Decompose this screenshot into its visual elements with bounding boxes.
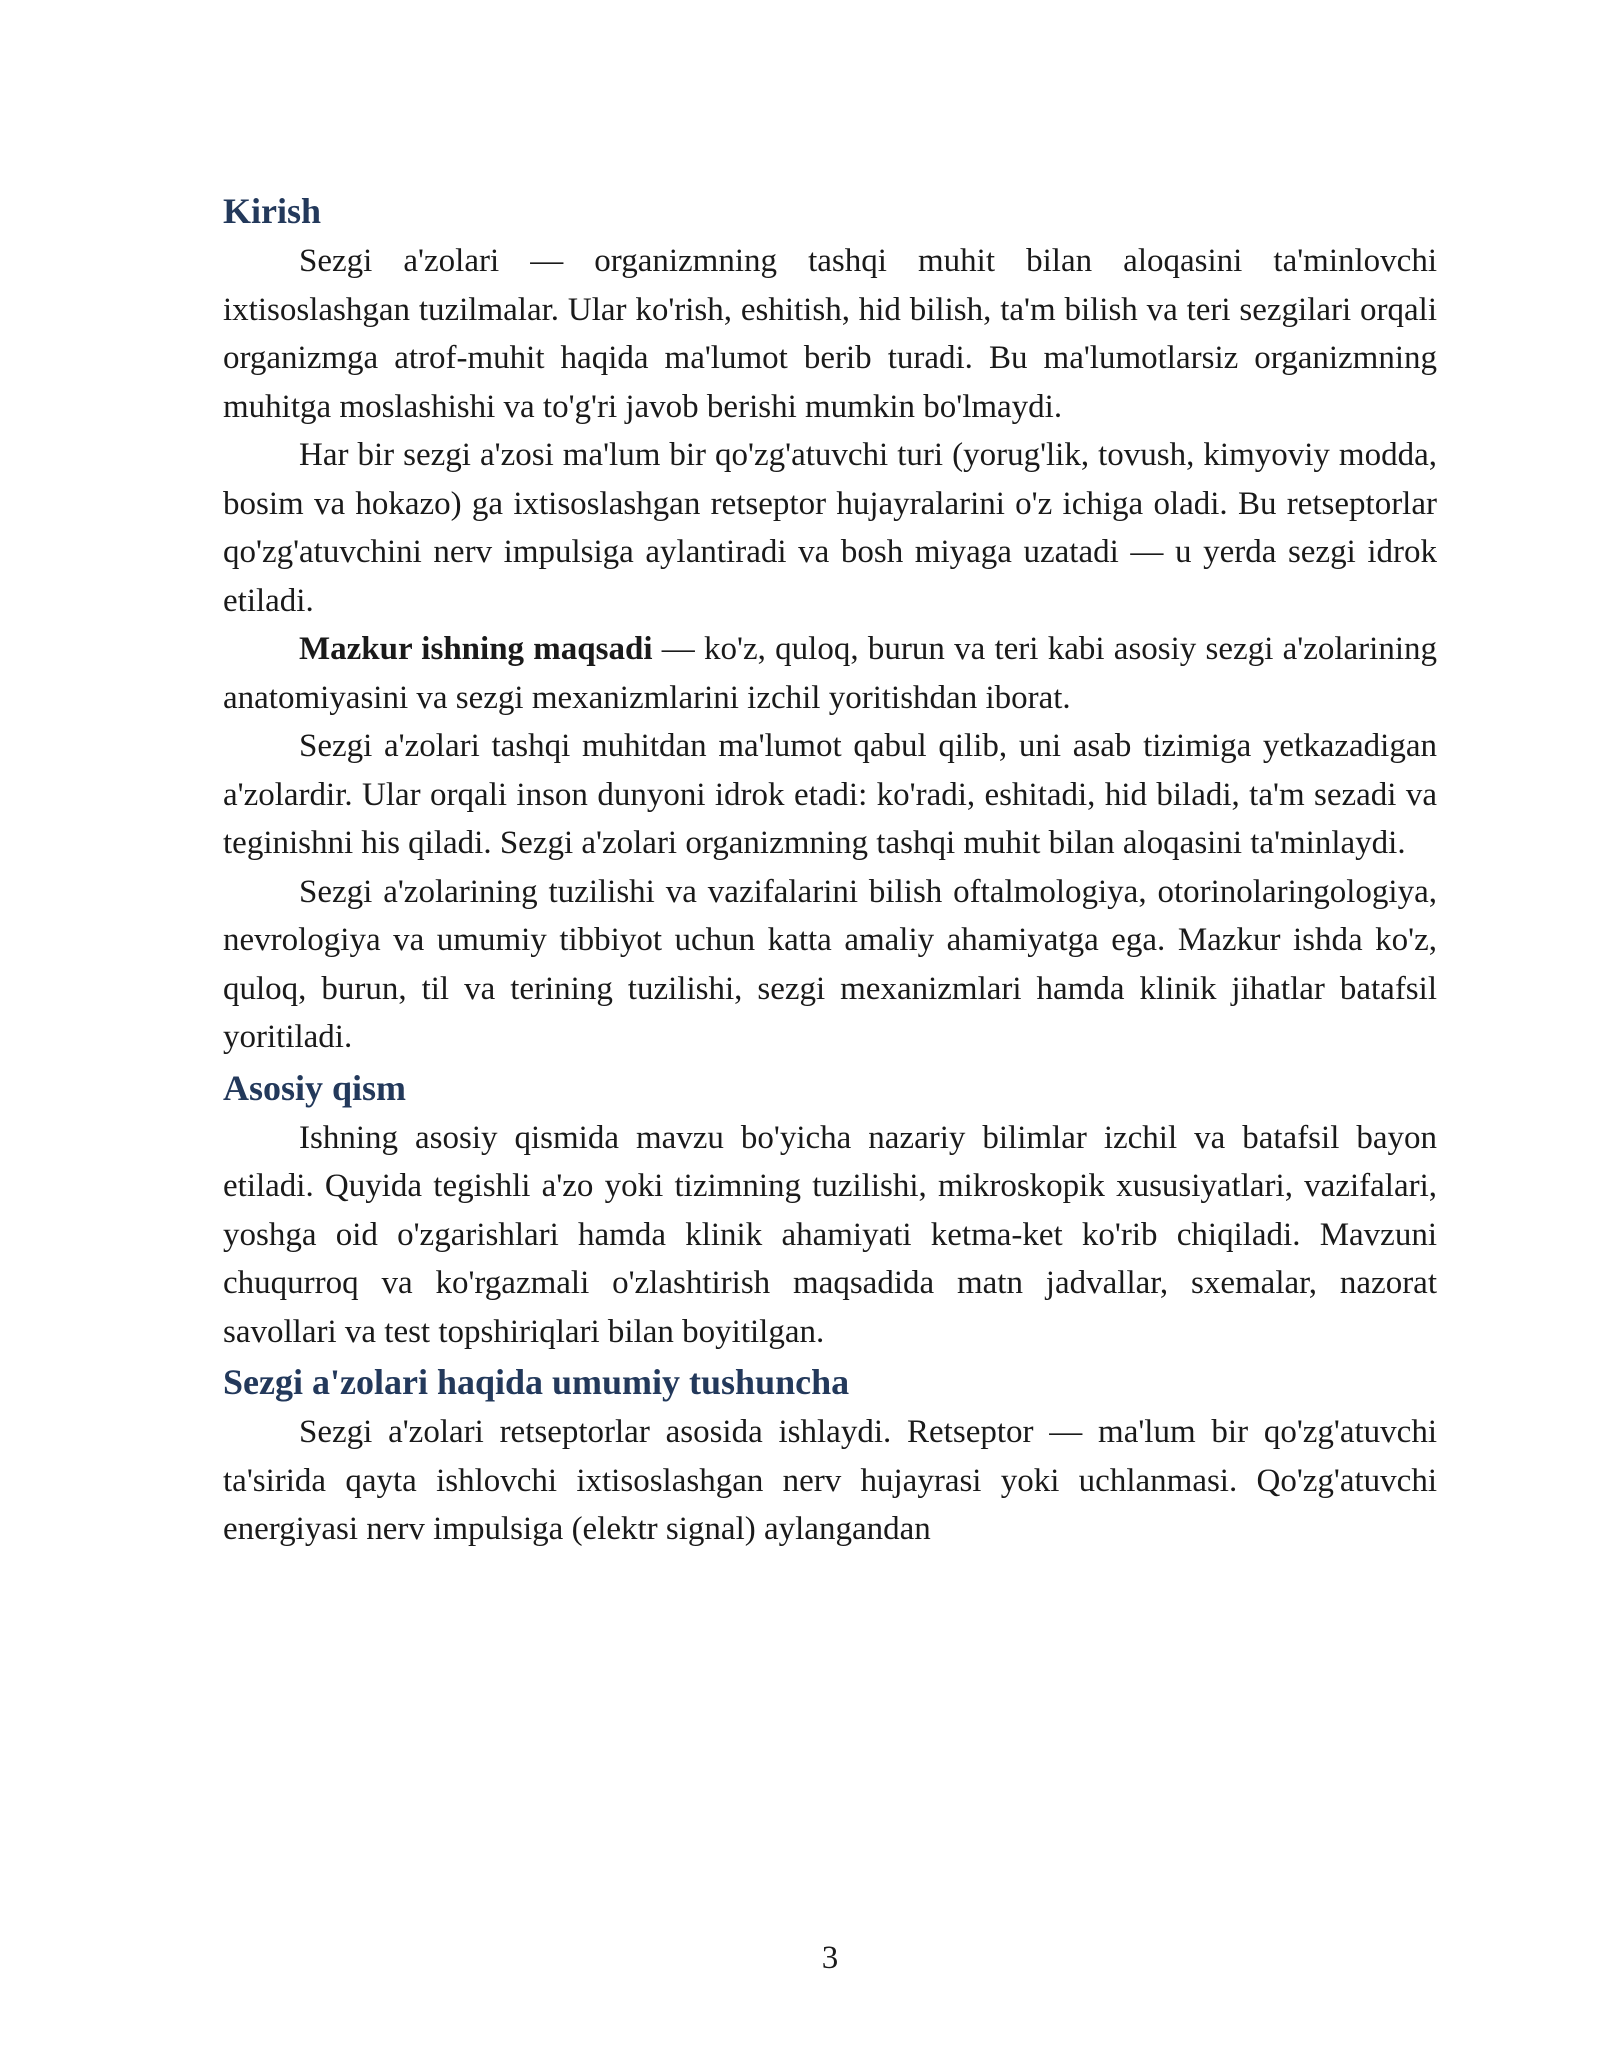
page-content xyxy=(223,185,1437,1554)
heading-kirish: Kirish xyxy=(223,191,322,231)
paragraph: Sezgi a'zolari tashqi muhitdan ma'lumot qabul qilib, uni asab tizimiga yetkazadigan a'zolardir. Ular orqali inson dunyoni idrok etadi: ko'radi, eshitadi, hid biladi, ta'm sezadi va teginishni his qiladi. Sezgi a'zolari organizmning tashqi muhit bilan aloqasini ta'minlaydi. xyxy=(223,728,1437,861)
paragraph: Ishning asosiy qismida mavzu bo'yicha nazariy bilimlar izchil va batafsil bayon etiladi. Quyida tegishli a'zo yoki tizimning tuzilishi, mikroskopik xususiyatlari, vazifalari, yoshga oid o'zgarishlari hamda klinik ahamiyati ketma-ket ko'rib chiqiladi. Mavzuni chuqurroq va ko'rgazmali o'zlashtirish maqsadida matn jadvallar, sxemalar, nazorat savollari va test topshiriqlari bilan boyitilgan. xyxy=(223,1119,1437,1350)
paragraph: Sezgi a'zolari — organizmning tashqi muhit bilan aloqasini ta'minlovchi ixtisoslashgan tuzilmalar. Ular ko'rish, eshitish, hid bilish, ta'm bilish va teri sezgilari orqali organizmga atrof-muhit haqida ma'lumot berib turadi. Bu ma'lumotlarsiz organizmning muhitga moslashishi va to'g'ri javob berishi mumkin bo'lmaydi. xyxy=(223,243,1437,425)
paragraph-goal xyxy=(223,625,1437,722)
heading-asosiy-qism: Asosiy qism xyxy=(223,1067,407,1108)
paragraph: Sezgi a'zolari retseptorlar asosida ishlaydi. Retseptor — ma'lum bir qo'zg'atuvchi ta'sirida qayta ishlovchi ixtisoslashgan nerv hujayrasi yoki uchlanmasi. Qo'zg'atuvchi energiyasi nerv impulsiga (elektr signal) aylangandan xyxy=(223,1414,1437,1547)
paragraph: Har bir sezgi a'zosi ma'lum bir qo'zg'atuvchi turi (yorug'lik, tovush, kimyoviy modda, bosim va hokazo) ga ixtisoslashgan retseptor hujayralarini o'z ichiga oladi. Bu retseptorlar qo'zg'atuvchini nerv impulsiga aylantiradi va bosh miyaga uzatadi — u yerda sezgi idrok etiladi. xyxy=(223,437,1437,619)
paragraph: Sezgi a'zolarining tuzilishi va vazifalarini bilish oftalmologiya, otorinolaringologiya, nevrologiya va umumiy tibbiyot uchun katta amaliy ahamiyatga ega. Mazkur ishda ko'z, quloq, burun, til va terining tuzilishi, sezgi mexanizmlari hamda klinik jihatlar batafsil yoritiladi. xyxy=(223,873,1437,1055)
page-number: 3 xyxy=(821,1940,839,1976)
goal-label: Mazkur ishning maqsadi xyxy=(299,631,653,667)
goal-text: — ko'z, quloq, burun va teri kabi asosiy sezgi a'zolarining anatomiyasini va sezgi mexanizmlarini izchil yoritishdan iborat. xyxy=(223,631,1438,716)
heading-umumiy-tushuncha: Sezgi a'zolari haqida umumiy tushuncha xyxy=(223,1362,850,1402)
